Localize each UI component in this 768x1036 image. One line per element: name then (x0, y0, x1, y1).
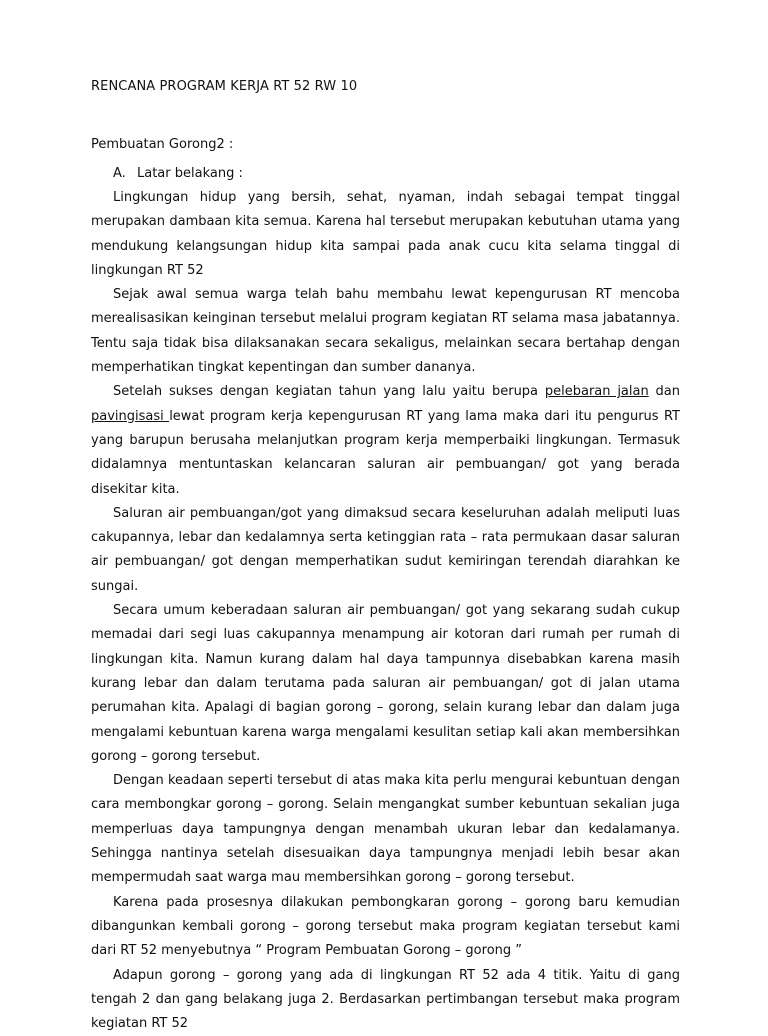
subsection-label: Latar belakang : (137, 166, 243, 181)
document-title: RENCANA PROGRAM KERJA RT 52 RW 10 (91, 79, 357, 94)
paragraph-7: Karena pada prosesnya dilakukan pembongkaran gorong – gorong baru kemudian dibangunkan kembali gorong – gorong tersebut maka program kegiatan tersebut kami dari RT 52 menyebutnya “ Program Pembuatan Gorong – gorong ” (91, 891, 680, 964)
paragraph-3 (91, 380, 680, 501)
paragraph-3-text-c: lewat program kerja kepengurusan RT yang lama maka dari itu pengurus RT yang barupun berusaha melanjutkan program kerja memperbaiki lingkungan. Termasuk didalamnya mentuntaskan kelancaran saluran air pembuangan/ got yang berada disekitar kita. (91, 409, 680, 497)
paragraph-2: Sejak awal semua warga telah bahu membahu lewat kepengurusan RT mencoba merealisasikan keinginan tersebut melalui program kegiatan RT selama masa jabatannya. Tentu saja tidak bisa dilaksanakan secara sekaligus, melainkan secara bertahap dengan memperhatikan tingkat kepentingan dan sumber dananya. (91, 283, 680, 380)
underlined-term-pelebaran-jalan: pelebaran jalan (545, 384, 649, 399)
paragraph-3-text-a: Setelah sukses dengan kegiatan tahun yang lalu yaitu berupa (113, 384, 545, 399)
paragraph-8: Adapun gorong – gorong yang ada di lingkungan RT 52 ada 4 titik. Yaitu di gang tengah 2 dan gang belakang juga 2. Berdasarkan pertimbangan tersebut maka program kegiatan RT 52 (91, 964, 680, 1036)
paragraph-5: Secara umum keberadaan saluran air pembuangan/ got yang sekarang sudah cukup memadai dari segi luas cakupannya menampung air kotoran dari rumah per rumah di lingkungan kita. Namun kurang dalam hal daya tampunnya disebabkan karena masih kurang lebar dan dalam terutama pada saluran air pembuangan/ got di jalan utama perumahan kita. Apalagi di bagian gorong – gorong, selain kurang lebar dan dalam juga mengalami kebuntuan karena warga mengalami kesulitan setiap kali akan membersihkan gorong – gorong tersebut. (91, 599, 680, 769)
paragraph-1: Lingkungan hidup yang bersih, sehat, nyaman, indah sebagai tempat tinggal merupakan dambaan kita semua. Karena hal tersebut merupakan kebutuhan utama yang mendukung kelangsungan hidup kita sampai pada anak cucu kita selama tinggal di lingkungan RT 52 (91, 186, 680, 283)
paragraph-4: Saluran air pembuangan/got yang dimaksud secara keseluruhan adalah meliputi luas cakupannya, lebar dan kedalamnya serta ketinggian rata – rata permukaan dasar saluran air pembuangan/ got dengan memperhatikan sudut kemiringan terendah diarahkan ke sungai. (91, 502, 680, 599)
subsection-heading (113, 166, 243, 181)
paragraph-6: Dengan keadaan seperti tersebut di atas maka kita perlu mengurai kebuntuan dengan cara membongkar gorong – gorong. Selain mengangkat sumber kebuntuan sekalian juga memperluas daya tampungnya dengan menambah ukuran lebar dan kedalamanya. Sehingga nantinya setelah disesuaikan daya tampungnya menjadi lebih besar akan mempermudah saat warga mau membersihkan gorong – gorong tersebut. (91, 769, 680, 890)
section-heading: Pembuatan Gorong2 : (91, 137, 233, 152)
subsection-letter: A. (113, 166, 137, 181)
underlined-term-pavingisasi: pavingisasi (91, 409, 169, 424)
document-body (91, 186, 680, 1036)
paragraph-3-text-b: dan (649, 384, 680, 399)
